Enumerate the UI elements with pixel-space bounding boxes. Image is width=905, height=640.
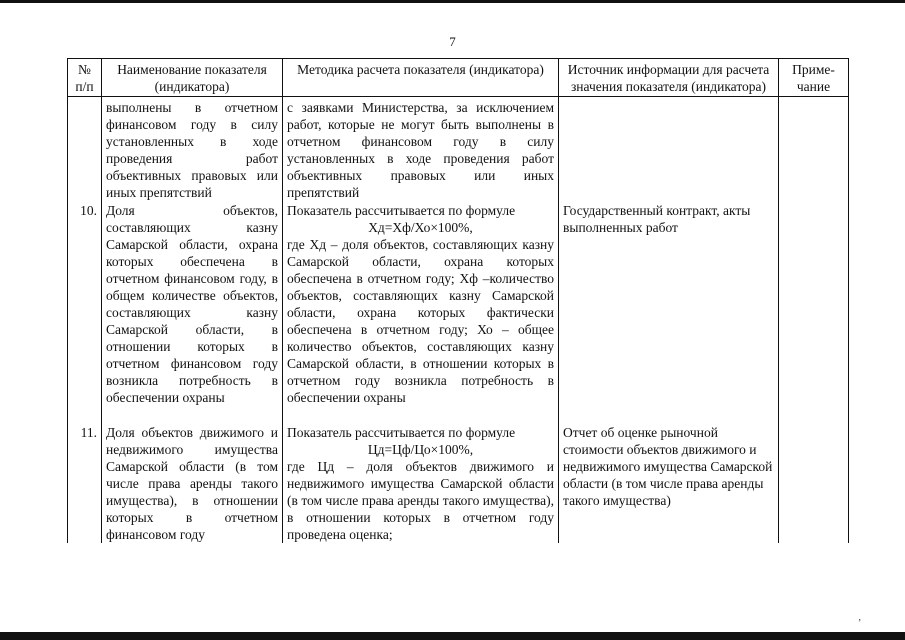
cell-method xyxy=(283,201,559,420)
cell-name: выполнены в отчетном финансовом году в силу установленных в ходе проведения работ объективных правовых или иных препятствий xyxy=(102,97,283,202)
cell-num: 10. xyxy=(68,201,102,420)
table-row xyxy=(68,201,849,420)
method-text: где Хд – доля объектов, составляющих казну Самарской области, охрана которых обеспечена в отчетном году; Хф –количество объектов, составляющих казну Самарской области, охрана которых фактически обеспечена в отчетном году; Хо – общее количество объектов, составляющих казну Самарской области, в отношении которых в отчетном году возникла потребность в обеспечении охраны xyxy=(287,237,554,405)
page-number: 7 xyxy=(449,34,456,49)
bottom-border xyxy=(0,632,905,640)
method-intro: Показатель рассчитывается по формуле xyxy=(287,425,516,440)
table-header-row xyxy=(68,59,849,97)
cell-num: 11. xyxy=(68,420,102,543)
method-formula: Цд=Цф/Цо×100%, xyxy=(367,442,474,457)
cell-name: Доля объектов, составляющих казну Самарской области, охрана которых обеспечена в отчетном финансовом году, в общем количестве объектов, составляющих казну Самарской области, в отношении которых в отчетном финансовом году возникла потребность в обеспечении охраны xyxy=(102,201,283,420)
cell-note xyxy=(779,420,849,543)
method-formula: Хд=Хф/Хо×100%, xyxy=(368,220,473,235)
cell-num xyxy=(68,97,102,202)
table-row xyxy=(68,420,849,543)
cell-source: Государственный контракт, акты выполненных работ xyxy=(559,201,779,420)
header-method: Методика расчета показателя (индикатора) xyxy=(283,59,559,97)
cell-name: Доля объектов движимого и недвижимого имущества Самарской области (в том числе права аренды такого имущества), в отношении которых в отчетном финансовом году xyxy=(102,420,283,543)
scan-mark: ‚ xyxy=(858,612,862,623)
cell-source: Отчет об оценке рыночной стоимости объектов движимого и недвижимого имущества Самарской области (в том числе права аренды такого имущества) xyxy=(559,420,779,543)
cell-note xyxy=(779,97,849,202)
cell-method: с заявками Министерства, за исключением работ, которые не могут быть выполнены в отчетном финансовом году в силу установленных в ходе проведения работ объективных правовых или иных препятствий xyxy=(283,97,559,202)
cell-source xyxy=(559,97,779,202)
top-border xyxy=(0,0,905,3)
indicator-table xyxy=(67,58,849,543)
method-intro: Показатель рассчитывается по формуле xyxy=(287,203,516,218)
cell-note xyxy=(779,201,849,420)
header-source: Источник информации для расчета значения показателя (индикатора) xyxy=(559,59,779,97)
cell-method xyxy=(283,420,559,543)
header-num: № п/п xyxy=(68,59,102,97)
header-name: Наименование показателя (индикатора) xyxy=(102,59,283,97)
method-text: где Цд – доля объектов движимого и недвижимого имущества Самарской области (в том числе права аренды такого имущества), в отношении которых в отчетном году проведена оценка; xyxy=(287,459,554,542)
header-note: Приме- чание xyxy=(779,59,849,97)
table-row xyxy=(68,97,849,202)
